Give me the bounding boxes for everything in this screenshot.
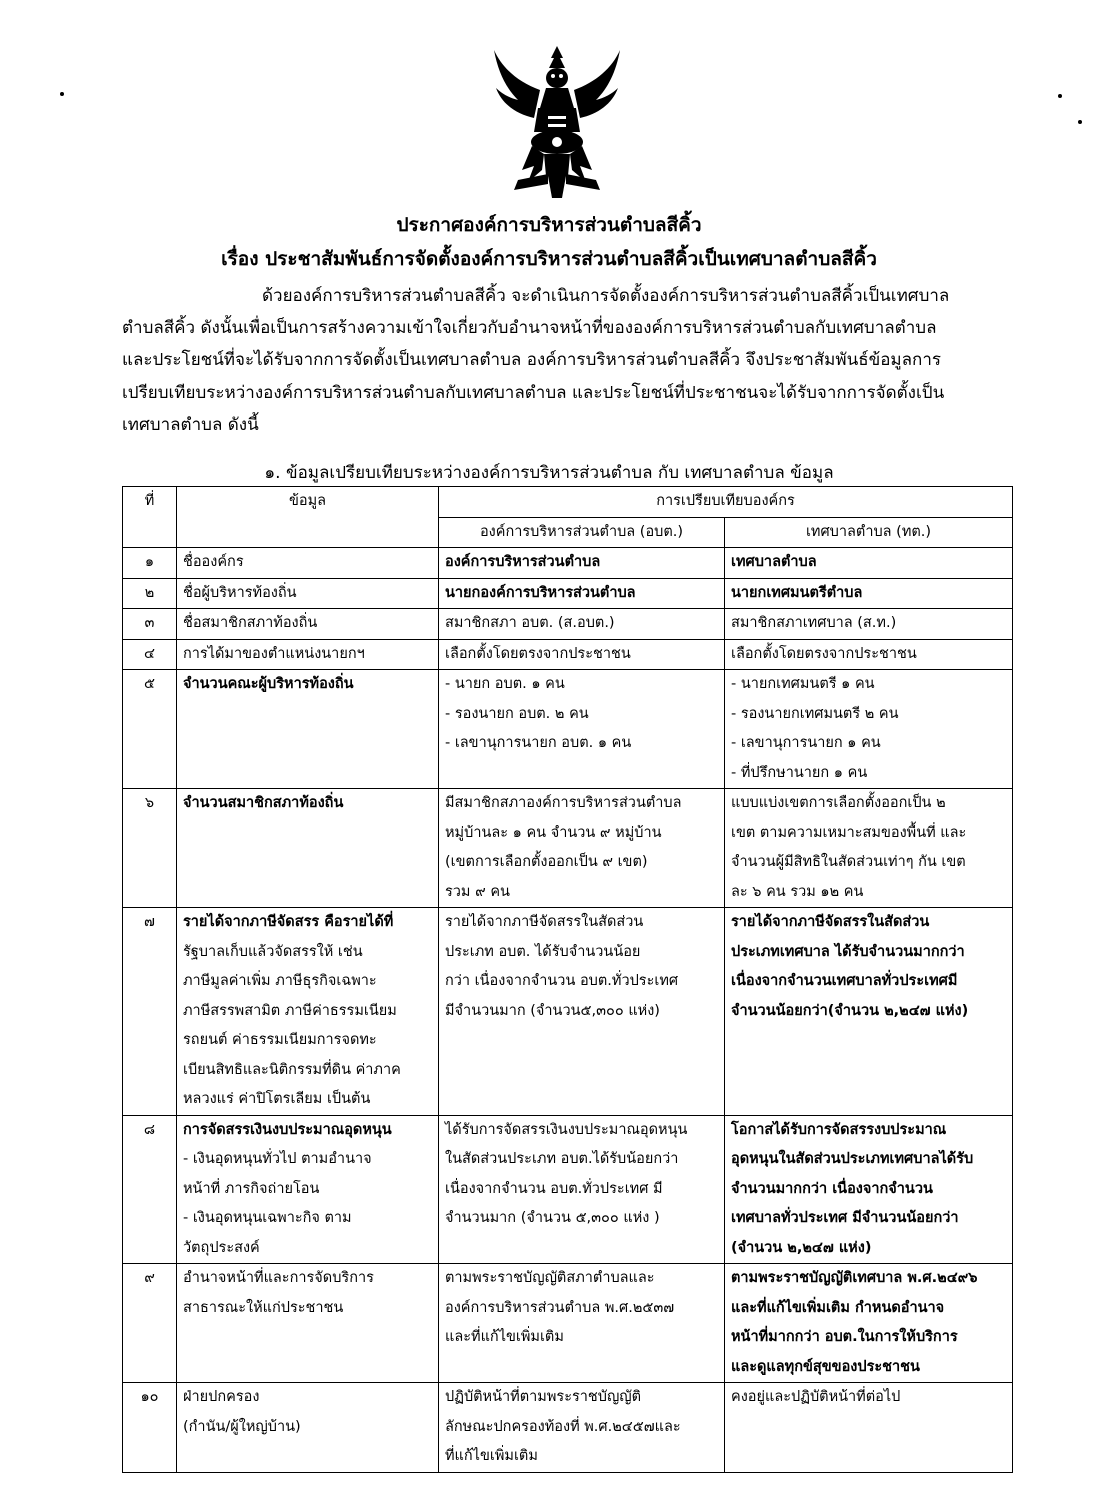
cell-line: (เขตการเลือกตั้งออกเป็น ๙ เขต) (445, 854, 648, 870)
table-header-row (123, 487, 1013, 518)
cell-line: เนื่องจากจำนวนเทศบาลทั่วประเทศมี (731, 973, 958, 989)
cell-line: จำนวนผู้มีสิทธิในสัดส่วนเท่าๆ กัน เขต (731, 854, 966, 870)
row-sao-value (439, 639, 725, 670)
cell-line: เลือกตั้งโดยตรงจากประชาชน (445, 645, 631, 662)
row-sao-value (439, 578, 725, 609)
cell-line: - เงินอุดหนุนทั่วไป ตามอำนาจ (183, 1151, 372, 1167)
row-sao-value (439, 1115, 725, 1264)
cell-line: จำนวนมากกว่า เนื่องจากจำนวน (731, 1180, 933, 1197)
row-number: ๒ (123, 578, 177, 609)
cell-line: กว่า เนื่องจากจำนวน อบต.ทั่วประเทศ (445, 973, 679, 989)
row-info (177, 609, 439, 640)
intro-line: เทศบาลตำบล ดังนี้ (122, 414, 259, 435)
cell-line: ประเภทเทศบาล ได้รับจำนวนมากกว่า (731, 943, 965, 960)
cell-line: - รองนายกเทศมนตรี ๒ คน (731, 705, 899, 722)
scan-speck (1078, 120, 1082, 124)
cell-line: การจัดสรรเงินงบประมาณอุดหนุน (183, 1121, 392, 1138)
table-row (123, 578, 1013, 609)
cell-line: เนื่องจากจำนวน อบต.ทั่วประเทศ มี (445, 1180, 663, 1197)
table-row (123, 1115, 1013, 1264)
row-info (177, 578, 439, 609)
cell-line: ชื่อสมาชิกสภาท้องถิ่น (183, 615, 318, 631)
cell-line: ที่แก้ไขเพิ่มเติม (445, 1448, 538, 1464)
row-number: ๑ (123, 548, 177, 579)
cell-line: จำนวนมาก (จำนวน ๕,๓๐๐ แห่ง ) (445, 1210, 660, 1226)
cell-line: จำนวนสมาชิกสภาท้องถิ่น (183, 795, 344, 811)
table-row (123, 789, 1013, 908)
row-municipality-value (725, 670, 1013, 789)
garuda-emblem-icon (488, 42, 626, 202)
cell-line: และดูแลทุกข์สุขของประชาชน (731, 1358, 920, 1375)
row-sao-value (439, 789, 725, 908)
row-municipality-value (725, 609, 1013, 640)
cell-line: จำนวนน้อยกว่า(จำนวน ๒,๒๔๗ แห่ง) (731, 1002, 969, 1019)
cell-line: อุดหนุนในสัดส่วนประเภทเทศบาลได้รับ (731, 1151, 974, 1167)
cell-line: หน้าที่มากกว่า อบต.ในการให้บริการ (731, 1329, 958, 1345)
table-row (123, 609, 1013, 640)
cell-line: หมู่บ้านละ ๑ คน จำนวน ๙ หมู่บ้าน (445, 824, 662, 841)
cell-line: รวม ๙ คน (445, 883, 510, 900)
cell-line: รายได้จากภาษีจัดสรรในสัดส่วน (731, 914, 930, 930)
cell-line: ภาษีสรรพสามิต ภาษีค่าธรรมเนียม (183, 1002, 397, 1019)
row-sao-value (439, 1264, 725, 1383)
cell-line: - นายก อบต. ๑ คน (445, 676, 565, 692)
cell-line: องค์การบริหารส่วนตำบล (445, 554, 601, 570)
cell-line: - รองนายก อบต. ๒ คน (445, 705, 589, 722)
header-info: ข้อมูล (177, 487, 439, 548)
cell-line: เขต ตามความเหมาะสมของพื้นที่ และ (731, 824, 967, 841)
cell-line: สาธารณะให้แก่ประชาชน (183, 1299, 344, 1316)
cell-line: ตามพระราชบัญญัติเทศบาล พ.ศ.๒๔๙๖ (731, 1270, 978, 1286)
intro-line: ตำบลสีคิ้ว ดังนั้นเพื่อเป็นการสร้างความเข้าใจเกี่ยวกับอำนาจหน้าที่ขององค์การบริหารส่วนตำบลกับเทศบาลตำบล (122, 318, 937, 339)
cell-line: ปฏิบัติหน้าที่ตามพระราชบัญญัติ (445, 1389, 642, 1405)
cell-line: สมาชิกสภา อบต. (ส.อบต.) (445, 615, 615, 631)
scan-speck (1058, 94, 1062, 98)
row-municipality-value (725, 789, 1013, 908)
header-no: ที่ (123, 487, 177, 548)
cell-line: ภาษีมูลค่าเพิ่ม ภาษีธุรกิจเฉพาะ (183, 973, 377, 989)
cell-line: (กำนัน/ผู้ใหญ่บ้าน) (183, 1418, 301, 1435)
scan-speck (60, 92, 64, 96)
intro-line: ด้วยองค์การบริหารส่วนตำบลสีคิ้ว จะดำเนินการจัดตั้งองค์การบริหารส่วนตำบลสีคิ้วเป็นเทศบาล (262, 286, 950, 306)
cell-line: ได้รับการจัดสรรเงินงบประมาณอุดหนุน (445, 1121, 688, 1138)
cell-line: สมาชิกสภาเทศบาล (ส.ท.) (731, 615, 897, 631)
cell-line: อำนาจหน้าที่และการจัดบริการ (183, 1270, 374, 1286)
cell-line: ในสัดส่วนประเภท อบต.ได้รับน้อยกว่า (445, 1151, 679, 1167)
header-sao: องค์การบริหารส่วนตำบล (อบต.) (439, 517, 725, 548)
row-municipality-value (725, 1115, 1013, 1264)
cell-line: องค์การบริหารส่วนตำบล พ.ศ.๒๕๓๗ (445, 1299, 675, 1316)
row-municipality-value (725, 1264, 1013, 1383)
header-municipality: เทศบาลตำบล (ทต.) (725, 517, 1013, 548)
cell-line: และที่แก้ไขเพิ่มเติม (445, 1329, 564, 1345)
cell-line: เบียนสิทธิและนิติกรรมที่ดิน ค่าภาค (183, 1061, 401, 1078)
cell-line: หน้าที่ ภารกิจถ่ายโอน (183, 1180, 320, 1197)
cell-line: - เงินอุดหนุนเฉพาะกิจ ตาม (183, 1210, 352, 1226)
row-municipality-value (725, 578, 1013, 609)
row-info (177, 639, 439, 670)
row-municipality-value (725, 548, 1013, 579)
cell-line: แบบแบ่งเขตการเลือกตั้งออกเป็น ๒ (731, 795, 946, 811)
cell-line: ตามพระราชบัญญัติสภาตำบลและ (445, 1270, 655, 1286)
cell-line: - นายกเทศมนตรี ๑ คน (731, 676, 875, 692)
cell-line: รายได้จากภาษีจัดสรรในสัดส่วน (445, 914, 644, 930)
row-sao-value (439, 670, 725, 789)
row-number: ๔ (123, 639, 177, 670)
row-sao-value (439, 609, 725, 640)
table-body (123, 548, 1013, 1473)
row-municipality-value (725, 908, 1013, 1116)
announcement-title: ประกาศองค์การบริหารส่วนตำบลสีคิ้ว (396, 214, 702, 236)
cell-line: ชื่อองค์กร (183, 554, 244, 570)
intro-paragraph (122, 280, 1012, 441)
cell-line: นายกองค์การบริหารส่วนตำบล (445, 584, 636, 601)
intro-line: และประโยชน์ที่จะได้รับจากการจัดตั้งเป็นเทศบาลตำบล องค์การบริหารส่วนตำบลสีคิ้ว จึงประชาสัมพันธ์ข้อมูลการ (122, 350, 942, 371)
cell-line: ชื่อผู้บริหารท้องถิ่น (183, 584, 297, 601)
row-sao-value (439, 908, 725, 1116)
cell-line: เทศบาลทั่วประเทศ มีจำนวนน้อยกว่า (731, 1210, 959, 1226)
table-row (123, 670, 1013, 789)
table-row (123, 639, 1013, 670)
row-info (177, 789, 439, 908)
comparison-table (122, 486, 1013, 1473)
row-number: ๓ (123, 609, 177, 640)
row-number: ๖ (123, 789, 177, 908)
table-row (123, 1383, 1013, 1473)
cell-line: ประเภท อบต. ได้รับจำนวนน้อย (445, 943, 641, 960)
row-number: ๘ (123, 1115, 177, 1264)
cell-line: เทศบาลตำบล (731, 554, 817, 570)
cell-line: - เลขานุการนายก อบต. ๑ คน (445, 735, 632, 751)
cell-line: - เลขานุการนายก ๑ คน (731, 735, 881, 751)
row-info (177, 1264, 439, 1383)
row-number: ๕ (123, 670, 177, 789)
cell-line: (จำนวน ๒,๒๔๗ แห่ง) (731, 1239, 872, 1256)
row-number: ๑๐ (123, 1383, 177, 1473)
cell-line: - ที่ปรึกษานายก ๑ คน (731, 764, 868, 781)
row-info (177, 1383, 439, 1473)
row-sao-value (439, 1383, 725, 1473)
cell-line: การได้มาของตำแหน่งนายกฯ (183, 645, 365, 662)
section-heading: ๑. ข้อมูลเปรียบเทียบระหว่างองค์การบริหารส่วนตำบล กับ เทศบาลตำบล ข้อมูล (264, 463, 834, 483)
header-compare: การเปรียบเทียบองค์กร (439, 487, 1013, 518)
cell-line: ละ ๖ คน รวม ๑๒ คน (731, 883, 864, 900)
cell-line: หลวงแร่ ค่าปิโตรเลียม เป็นต้น (183, 1091, 371, 1107)
cell-line: ฝ่ายปกครอง (183, 1389, 260, 1405)
row-sao-value (439, 548, 725, 579)
cell-line: วัตถุประสงค์ (183, 1239, 260, 1256)
cell-line: รถยนต์ ค่าธรรมเนียมการจดทะ (183, 1032, 377, 1048)
announcement-subject: เรื่อง ประชาสัมพันธ์การจัดตั้งองค์การบริหารส่วนตำบลสีคิ้วเป็นเทศบาลตำบลสีคิ้ว (221, 248, 877, 270)
row-info (177, 548, 439, 579)
cell-line: ลักษณะปกครองท้องที่ พ.ศ.๒๔๕๗และ (445, 1418, 681, 1435)
row-info (177, 670, 439, 789)
cell-line: โอกาสได้รับการจัดสรรงบประมาณ (731, 1121, 947, 1138)
table-row (123, 1264, 1013, 1383)
row-info (177, 908, 439, 1116)
cell-line: รัฐบาลเก็บแล้วจัดสรรให้ เช่น (183, 943, 363, 960)
cell-line: มีสมาชิกสภาองค์การบริหารส่วนตำบล (445, 795, 682, 811)
cell-line: คงอยู่และปฏิบัติหน้าที่ต่อไป (731, 1389, 901, 1405)
cell-line: มีจำนวนมาก (จำนวน๕,๓๐๐ แห่ง) (445, 1002, 660, 1019)
cell-line: และที่แก้ไขเพิ่มเติม กำหนดอำนาจ (731, 1299, 945, 1316)
row-info (177, 1115, 439, 1264)
cell-line: นายกเทศมนตรีตำบล (731, 584, 863, 601)
cell-line: จำนวนคณะผู้บริหารท้องถิ่น (183, 676, 354, 692)
row-municipality-value (725, 639, 1013, 670)
row-number: ๙ (123, 1264, 177, 1383)
table-row (123, 548, 1013, 579)
row-municipality-value (725, 1383, 1013, 1473)
row-number: ๗ (123, 908, 177, 1116)
cell-line: รายได้จากภาษีจัดสรร คือรายได้ที่ (183, 914, 394, 930)
table-row (123, 908, 1013, 1116)
intro-line: เปรียบเทียบระหว่างองค์การบริหารส่วนตำบลกับเทศบาลตำบล และประโยชน์ที่ประชาชนจะได้รับจากการจัดตั้งเป็น (122, 382, 945, 403)
cell-line: เลือกตั้งโดยตรงจากประชาชน (731, 645, 917, 662)
